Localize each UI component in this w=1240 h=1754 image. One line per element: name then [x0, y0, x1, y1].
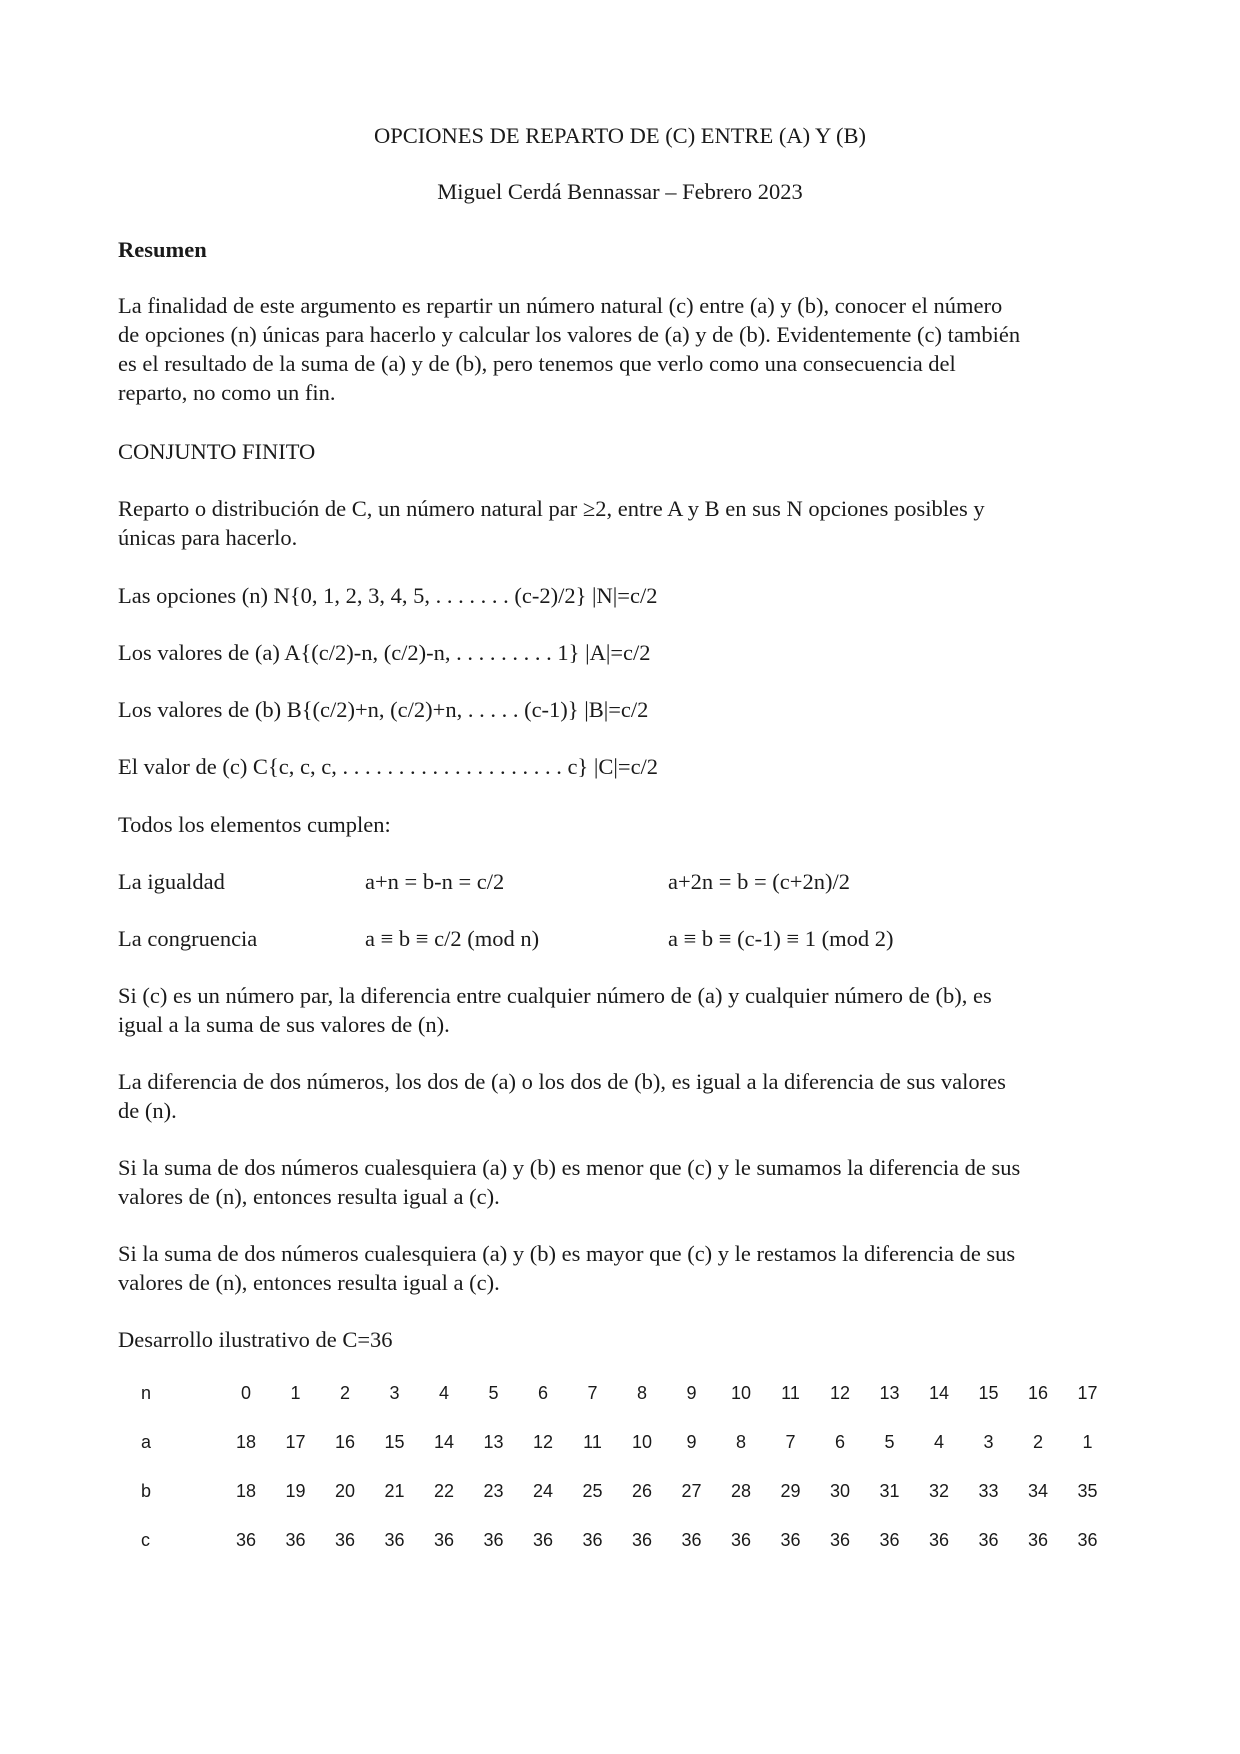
- abstract-line: es el resultado de la suma de (a) y de (b), pero tenemos que verlo como una consecuencia del: [118, 351, 956, 376]
- statement-line: de (n).: [118, 1098, 177, 1123]
- table-cell: 32: [928, 1481, 950, 1501]
- table-cell: 36: [978, 1530, 999, 1550]
- table-cell: 24: [532, 1481, 554, 1501]
- statement-line: La diferencia de dos números, los dos de (a) o los dos de (b), es igual a la diferencia de sus valores: [118, 1069, 1006, 1094]
- table-cell: 14: [433, 1432, 455, 1452]
- intro-paragraph: [118, 494, 1128, 552]
- table-cell: 2: [339, 1383, 350, 1403]
- table-cell: 34: [1027, 1481, 1049, 1501]
- table-cell: 36: [1027, 1530, 1049, 1550]
- table-cell: 6: [537, 1383, 548, 1403]
- document-title: OPCIONES DE REPARTO DE (C) ENTRE (A) Y (B): [374, 123, 866, 148]
- statement-paragraph: [118, 1153, 1128, 1211]
- table-cell: 36: [285, 1530, 306, 1550]
- table-cell: 19: [285, 1481, 306, 1501]
- table-row-label: a: [141, 1432, 152, 1452]
- table-cell: 14: [928, 1383, 950, 1403]
- abstract-line: La finalidad de este argumento es repartir un número natural (c) entre (a) y (b), conocer el número: [118, 293, 1003, 318]
- table-cell: 9: [686, 1383, 697, 1403]
- table-cell: 13: [879, 1383, 900, 1403]
- table-cell: 1: [290, 1383, 301, 1403]
- table-cell: 36: [1077, 1530, 1098, 1550]
- property-expr: a+n = b-n = c/2: [365, 869, 505, 894]
- table-cell: 3: [389, 1383, 400, 1403]
- property-expr: a ≡ b ≡ (c-1) ≡ 1 (mod 2): [668, 926, 894, 951]
- abstract-paragraph: [118, 291, 1128, 407]
- abstract-line: de opciones (n) únicas para hacerlo y calcular los valores de (a) y de (b). Evidentemente (c) también: [118, 322, 1021, 347]
- table-cell: 16: [1027, 1383, 1049, 1403]
- table-cell: 10: [730, 1383, 752, 1403]
- table-cell: 4: [438, 1383, 449, 1403]
- table-cell: 10: [631, 1432, 653, 1452]
- statement-line: valores de (n), entonces resulta igual a (c).: [118, 1270, 500, 1295]
- set-line-a: Los valores de (a) A{(c/2)-n, (c/2)-n, . . . . . . . . . 1} |A|=c/2: [118, 640, 651, 665]
- table-cell: 8: [735, 1432, 746, 1452]
- statement-line: Si la suma de dos números cualesquiera (a) y (b) es mayor que (c) y le restamos la diferencia de sus: [118, 1241, 1016, 1266]
- table-cell: 36: [829, 1530, 851, 1550]
- table-cell: 13: [483, 1432, 504, 1452]
- table-cell: 11: [583, 1432, 602, 1452]
- property-label: La igualdad: [118, 869, 225, 894]
- statement-line: valores de (n), entonces resulta igual a (c).: [118, 1184, 500, 1209]
- table-cell: 16: [334, 1432, 356, 1452]
- table-cell: 12: [829, 1383, 851, 1403]
- table-cell: 36: [631, 1530, 653, 1550]
- table-cell: 2: [1032, 1432, 1043, 1452]
- property-congruence-row: [118, 924, 1128, 953]
- table-cell: 36: [879, 1530, 900, 1550]
- table-cell: 20: [334, 1481, 356, 1501]
- table-cell: 25: [582, 1481, 603, 1501]
- abstract-heading: Resumen: [118, 237, 207, 262]
- statement-paragraph: [118, 981, 1128, 1039]
- table-cell: 30: [829, 1481, 851, 1501]
- table-cell: 9: [686, 1432, 697, 1452]
- intro-line: Reparto o distribución de C, un número natural par ≥2, entre A y B en sus N opciones posibles y: [118, 496, 985, 521]
- all-elements-line: Todos los elementos cumplen:: [118, 812, 391, 837]
- table-cell: 36: [928, 1530, 950, 1550]
- table-cell: 8: [636, 1383, 647, 1403]
- table-cell: 5: [884, 1432, 895, 1452]
- table-cell: 17: [1077, 1383, 1098, 1403]
- table-cell: 36: [780, 1530, 801, 1550]
- table-cell: 31: [879, 1481, 900, 1501]
- table-cell: 6: [834, 1432, 845, 1452]
- table-cell: 36: [532, 1530, 554, 1550]
- set-line-options: Las opciones (n) N{0, 1, 2, 3, 4, 5, . . . . . . . (c-2)/2} |N|=c/2: [118, 583, 658, 608]
- table-cell: 5: [488, 1383, 499, 1403]
- table-row-label: c: [141, 1530, 150, 1550]
- table-cell: 26: [631, 1481, 653, 1501]
- table-cell: 29: [780, 1481, 801, 1501]
- table-cell: 22: [433, 1481, 455, 1501]
- table-cell: 36: [334, 1530, 356, 1550]
- property-expr: a ≡ b ≡ c/2 (mod n): [365, 926, 540, 951]
- table-cell: 7: [785, 1432, 796, 1452]
- table-cell: 36: [582, 1530, 603, 1550]
- table-cell: 12: [532, 1432, 554, 1452]
- table-cell: 4: [933, 1432, 944, 1452]
- table-row-label: b: [141, 1481, 152, 1501]
- statement-paragraph: [118, 1239, 1128, 1297]
- statement-line: Si (c) es un número par, la diferencia entre cualquier número de (a) y cualquier número de (b), es: [118, 983, 992, 1008]
- example-heading: Desarrollo ilustrativo de C=36: [118, 1327, 393, 1352]
- statement-line: Si la suma de dos números cualesquiera (a) y (b) es menor que (c) y le sumamos la diferencia de sus: [118, 1155, 1021, 1180]
- abstract-line: reparto, no como un fin.: [118, 380, 336, 405]
- table-cell: 36: [235, 1530, 257, 1550]
- table-cell: 36: [433, 1530, 455, 1550]
- property-label: La congruencia: [118, 926, 258, 951]
- intro-line: únicas para hacerlo.: [118, 525, 298, 550]
- table-cell: 1: [1082, 1432, 1093, 1452]
- table-cell: 36: [384, 1530, 405, 1550]
- table-cell: 7: [587, 1383, 598, 1403]
- document-author: Miguel Cerdá Bennassar – Febrero 2023: [437, 179, 803, 204]
- table-cell: 36: [483, 1530, 504, 1550]
- table-cell: 36: [730, 1530, 752, 1550]
- table-cell: 17: [285, 1432, 306, 1452]
- table-cell: 15: [978, 1383, 999, 1403]
- table-cell: 33: [978, 1481, 999, 1501]
- table-cell: 3: [983, 1432, 994, 1452]
- table-cell: 23: [483, 1481, 504, 1501]
- table-cell: 11: [781, 1383, 800, 1403]
- set-line-b: Los valores de (b) B{(c/2)+n, (c/2)+n, . . . . . (c-1)} |B|=c/2: [118, 697, 649, 722]
- table-cell: 0: [240, 1383, 251, 1403]
- table-cell: 27: [681, 1481, 702, 1501]
- table-cell: 18: [235, 1481, 257, 1501]
- table-row-label: n: [141, 1383, 152, 1403]
- statement-line: igual a la suma de sus valores de (n).: [118, 1012, 450, 1037]
- statement-paragraph: [118, 1067, 1128, 1125]
- property-expr: a+2n = b = (c+2n)/2: [668, 869, 850, 894]
- table-cell: 35: [1077, 1481, 1098, 1501]
- table-cell: 15: [384, 1432, 405, 1452]
- table-cell: 36: [681, 1530, 702, 1550]
- section-heading: CONJUNTO FINITO: [118, 439, 316, 464]
- table-cell: 28: [730, 1481, 752, 1501]
- table-cell: 18: [235, 1432, 257, 1452]
- table-cell: 21: [384, 1481, 405, 1501]
- property-equality-row: [118, 867, 1128, 896]
- set-line-c: El valor de (c) C{c, c, c, . . . . . . . . . . . . . . . . . . . . c} |C|=c/2: [118, 754, 659, 779]
